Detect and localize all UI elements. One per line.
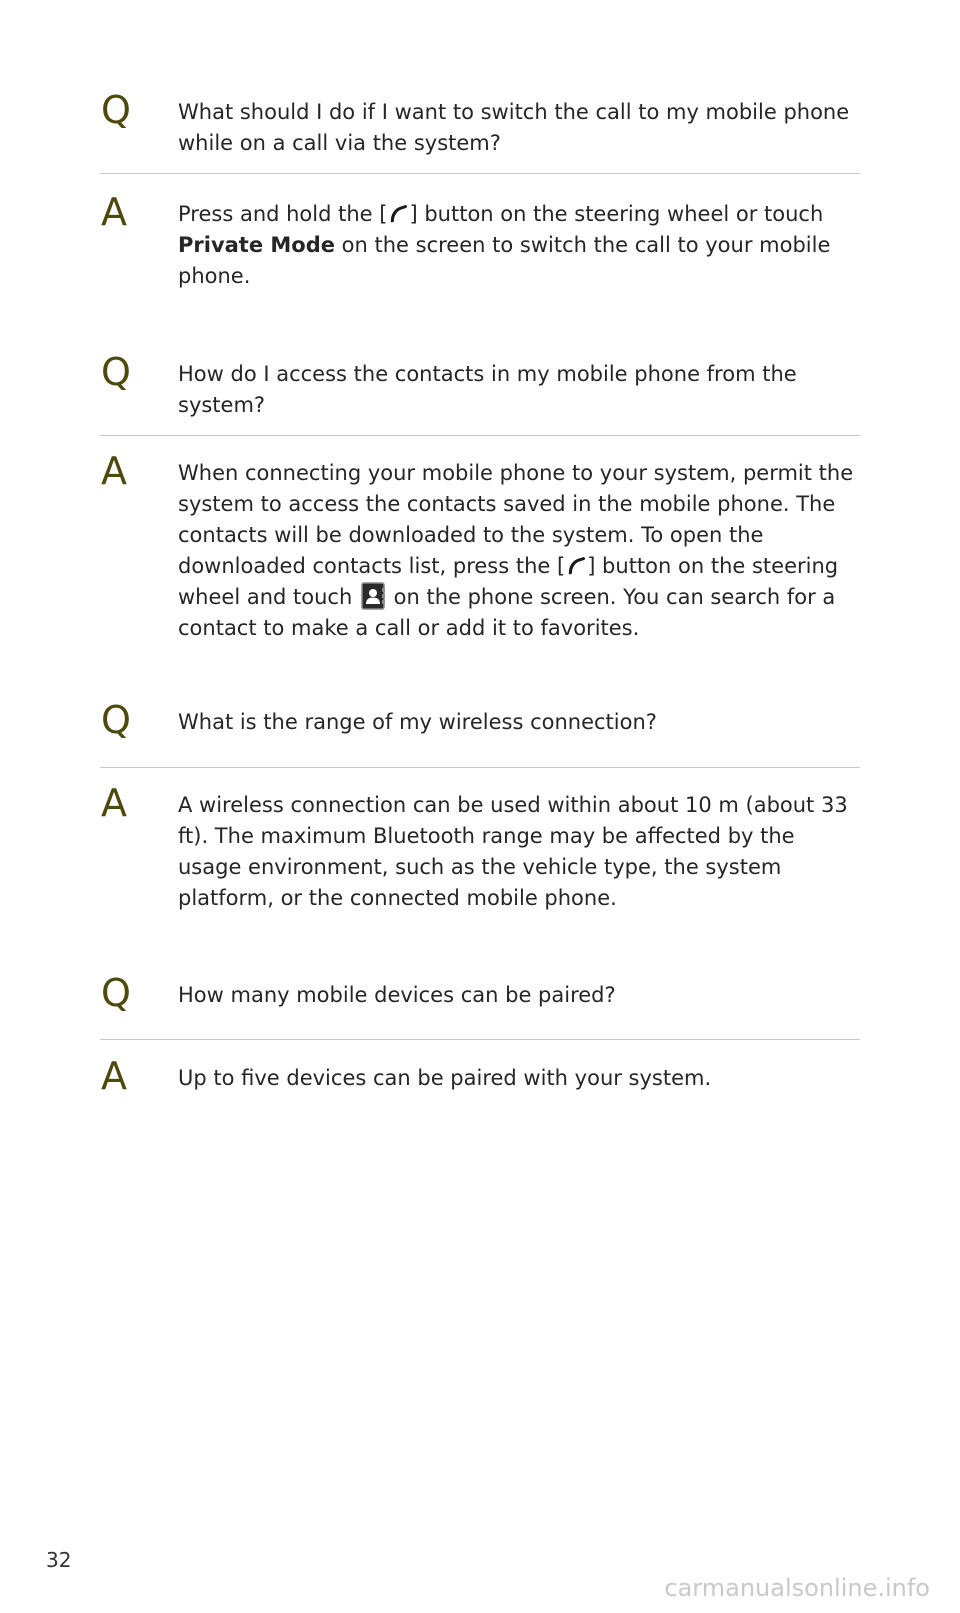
private-mode-label: Private Mode [178,233,335,257]
question-letter: Q [101,350,131,394]
divider [100,173,860,174]
divider [100,1039,860,1040]
phone-icon [565,555,587,575]
page-number: 32 [46,1548,72,1572]
question-letter: Q [101,971,131,1015]
answer-text-part: on the screen to switch the call to your mobile phone. [178,233,831,288]
answer-text [178,199,858,292]
phone-icon [387,203,409,223]
answer-text [178,458,858,644]
answer-letter: A [101,1054,127,1098]
divider [100,435,860,436]
answer-text-part: ] button on the steering wheel and touch [178,554,839,609]
watermark: carmanualsonline.info [664,1574,930,1602]
answer-letter: A [101,781,127,825]
answer-text-part: on the phone screen. You can search for a contact to make a call or add it to favorites. [178,585,836,640]
divider [100,767,860,768]
question-letter: Q [101,698,131,742]
answer-text: A wireless connection can be used within about 10 m (about 33 ft). The maximum Bluetooth range may be affected by the usage environment, such as the vehicle type, the system platform, or the connected mobile phone. [178,793,848,910]
question-text: What should I do if I want to switch the call to my mobile phone while on a call via the system? [178,100,850,155]
answer-text-part: When connecting your mobile phone to your system, permit the system to access the contacts saved in the mobile phone. The contacts will be downloaded to the system. To open the downloaded contacts list, press the [ [178,461,854,578]
answer-text: Up to five devices can be paired with your system. [178,1066,712,1090]
question-text: How do I access the contacts in my mobile phone from the system? [178,362,797,417]
answer-text-part: ] button on the steering wheel or touch [409,202,824,226]
question-letter: Q [101,88,131,132]
answer-letter: A [101,449,127,493]
answer-letter: A [101,190,127,234]
contacts-icon [361,582,385,610]
answer-text-part: Press and hold the [ [178,202,388,226]
question-text: How many mobile devices can be paired? [178,983,616,1007]
question-text: What is the range of my wireless connection? [178,710,657,734]
